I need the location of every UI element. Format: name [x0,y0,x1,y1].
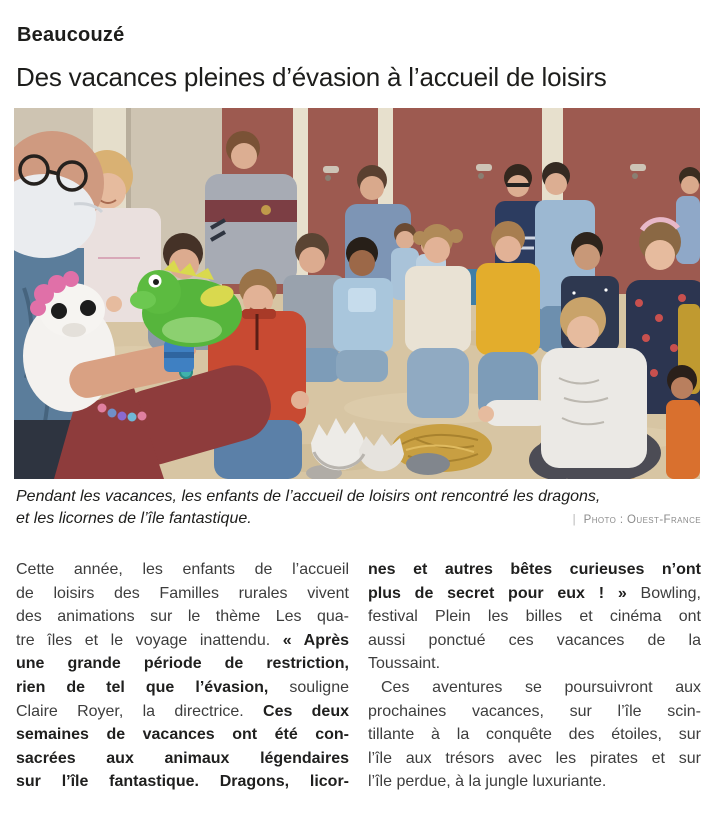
body-line: Toussaint. [368,655,441,673]
body-line: une grande période de restriction, [16,655,349,673]
body-line: Ces aventures se poursuivront aux [381,678,701,696]
body-line: festival Plein les billes et cinéma ont [368,608,701,626]
credit-text: Photo : Ouest-France [583,513,701,526]
body-line: de loisirs des Familles rurales vivent [16,584,349,602]
credit-separator: | [572,513,580,526]
body-line: l’île aux trésors avec les pirates et sur [368,749,701,767]
caption-line-1: Pendant les vacances, les enfants de l’accueil de loisirs ont rencontré les dragons, [16,488,601,505]
body-line: nes et autres bêtes curieuses n’ont [368,561,701,578]
caption-line-2: et les licornes de l’île fantastique. [16,509,252,527]
photo-credit [573,510,701,532]
kicker: Beaucouzé [17,24,125,46]
article-column-left [16,558,349,794]
article-body [16,558,701,794]
body-line: sacrées aux animaux légendaires [16,749,349,767]
body-line: sur l’île fantastique. Dragons, licor- [16,773,349,791]
body-line: rien de tel que l’évasion, souligne [16,678,349,696]
headline: Des vacances pleines d’évasion à l’accueil de loisirs [16,62,607,92]
body-line: des animations sur le thème Les qua- [16,608,349,626]
body-line: semaines de vacances ont été con- [16,726,349,744]
body-line: Cette année, les enfants de l’accueil [16,561,349,578]
body-line: prochaines vacances, sur l’île scin- [368,702,701,720]
photo-caption [16,486,701,531]
body-line: tre îles et le voyage inattendu. « Après [16,631,349,649]
body-line: plus de secret pour eux ! » Bowling, [368,584,701,602]
body-line: tillante à la conquête des étoiles, sur [368,726,701,744]
article-photo [14,108,700,479]
body-line: aussi ponctué ces vacances de la [368,631,701,649]
child-orange-corner [666,365,700,479]
article-column-right [368,558,701,794]
body-line: l’île perdue, à la jungle luxuriante. [368,773,607,791]
body-line: Claire Royer, la directrice. Ces deux [16,702,350,720]
